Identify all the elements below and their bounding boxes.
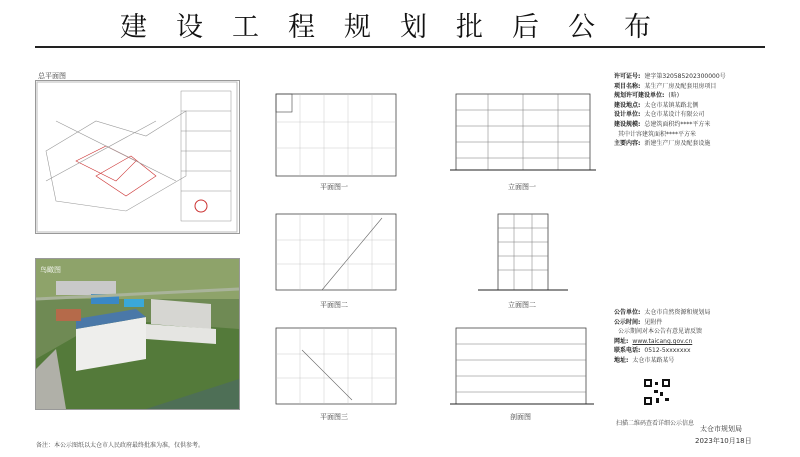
aerial-label: 鸟瞰图: [40, 266, 61, 274]
contact-row: 地址: 太仓市某路某号: [614, 356, 675, 364]
qr-caption: 扫描二维码查看详细公示信息: [616, 420, 695, 427]
info-row: 项目名称: 某生产厂房及配套用房项目: [614, 82, 717, 90]
project-info: [614, 72, 794, 149]
bottom-note: 备注：本公示图纸以太仓市人民政府最终批准为准，仅供参考。: [36, 442, 205, 449]
elevation-2-label: 立面图二: [508, 301, 536, 309]
elevation-1: [448, 84, 598, 194]
info-row: 建设地点: 太仓市某镇某路北侧: [614, 101, 699, 109]
page-title: 建设工程规划批后公布: [120, 11, 680, 43]
qr-code: [643, 378, 671, 406]
floor-plan-1: [262, 84, 412, 194]
site-plan-label: 总平面图: [38, 72, 66, 80]
issue-date: 2023年10月18日: [695, 437, 752, 445]
contact-info: [614, 308, 794, 366]
info-row: 建设规模: 总建筑面积约****平方米: [614, 120, 711, 128]
contact-row: 公告单位: 太仓市自然资源和规划局: [614, 309, 711, 316]
issuing-org: 太仓市规划局: [700, 425, 742, 433]
contact-row: 公示时间: 见附件: [614, 318, 663, 326]
floor-plan-3: [262, 320, 412, 425]
elevation-1-label: 立面图一: [508, 183, 536, 191]
elevation-2: [448, 204, 598, 312]
floor-plan-2: [262, 204, 412, 312]
info-row: 其中计容建筑面积****平方米: [618, 130, 697, 138]
info-row: 主要内容: 新建生产厂房及配套设施: [614, 140, 711, 148]
floor-plan-1-label: 平面图一: [320, 183, 348, 191]
aerial-panel: [35, 258, 240, 410]
aerial-image: [36, 259, 239, 409]
title-rule: [35, 46, 765, 48]
contact-row: 联系电话: 0512-5xxxxxxx: [614, 347, 691, 355]
site-plan-panel: [35, 72, 240, 234]
info-row: 许可证号: 建字第320585202300000号: [614, 73, 726, 80]
contact-row: 公示期间对本公告有意见请反馈: [618, 328, 703, 336]
section-label: 剖面图: [510, 413, 531, 421]
section-drawing: [448, 320, 598, 425]
contact-row: 网址: www.taicang.gov.cn: [614, 337, 693, 345]
floor-plan-3-label: 平面图三: [320, 413, 348, 421]
info-row: 设计单位: 太仓市某设计有限公司: [614, 111, 705, 119]
floor-plan-2-label: 平面图二: [320, 301, 348, 309]
site-plan-drawing: [36, 81, 239, 233]
info-row: 规划许可建设单位: (略): [614, 92, 680, 100]
